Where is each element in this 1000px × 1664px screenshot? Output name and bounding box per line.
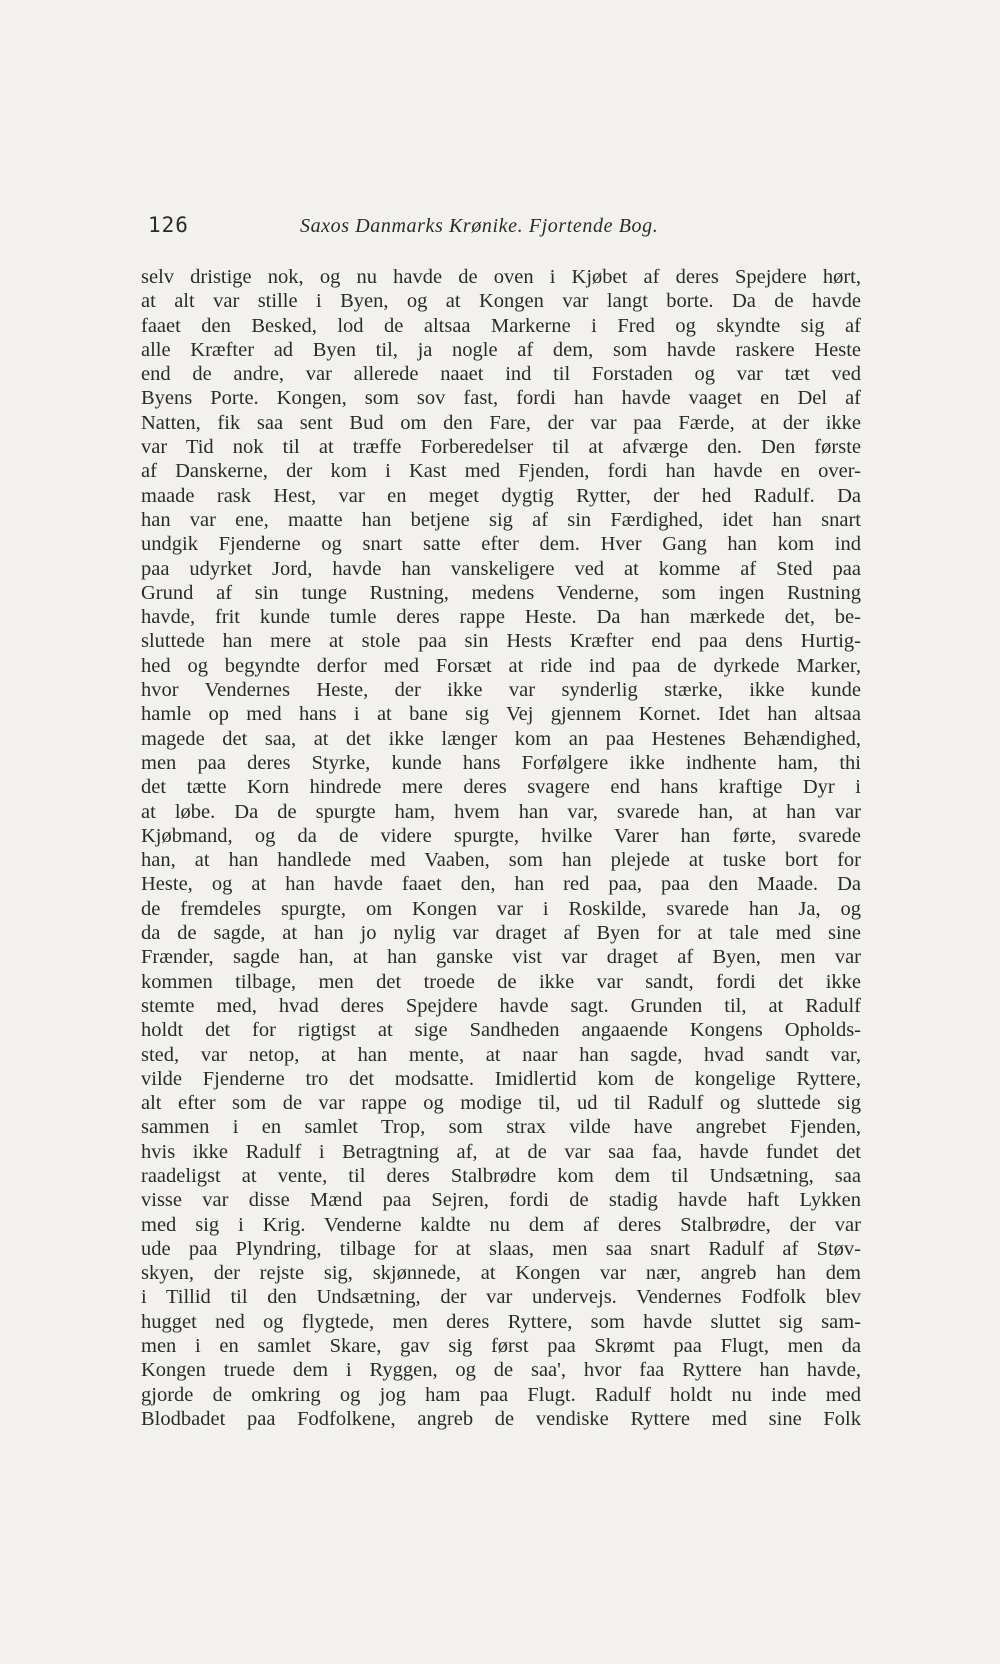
text-line: af Danskerne, der kom i Kast med Fjenden, fordi han havde en over- (141, 460, 861, 483)
text-line: Grund af sin tunge Rustning, medens Venderne, som ingen Rustning (141, 581, 861, 604)
text-line: vilde Fjenderne tro det modsatte. Imidlertid kom de kongelige Ryttere, (141, 1067, 861, 1090)
text-line: at alt var stille i Byen, og at Kongen var langt borte. Da de havde (141, 290, 861, 313)
text-line: det tætte Korn hindrede mere deres svagere end hans kraftige Dyr i (141, 776, 861, 799)
text-line: Heste, og at han havde faaet den, han red paa, paa den Maade. Da (141, 873, 861, 896)
text-line: stemte med, hvad deres Spejdere havde sagt. Grunden til, at Radulf (141, 994, 861, 1017)
text-line: hvor Vendernes Heste, der ikke var synderlig stærke, ikke kunde (141, 679, 861, 702)
text-line: hed og begyndte derfor med Forsæt at ride ind paa de dyrkede Marker, (141, 654, 861, 677)
body-text (141, 265, 861, 1431)
text-line: hugget ned og flygtede, men deres Ryttere, som havde sluttet sig sam- (141, 1310, 861, 1333)
text-line: havde, frit kunde tumle deres rappe Heste. Da han mærkede det, be- (141, 606, 861, 629)
text-line: Frænder, sagde han, at han ganske vist var draget af Byen, men var (141, 946, 861, 969)
text-line: sluttede han mere at stole paa sin Hests Kræfter end paa dens Hurtig- (141, 630, 861, 653)
text-line: visse var disse Mænd paa Sejren, fordi de stadig havde haft Lykken (141, 1189, 861, 1212)
text-line: alle Kræfter ad Byen til, ja nogle af dem, som havde raskere Heste (141, 338, 861, 361)
text-line: alt efter som de var rappe og modige til, ud til Radulf og sluttede sig (141, 1092, 861, 1115)
text-line: magede det saa, at det ikke længer kom an paa Hestenes Behændighed, (141, 727, 861, 750)
text-line: Kjøbmand, og da de videre spurgte, hvilke Varer han førte, svarede (141, 824, 861, 847)
text-line: men i en samlet Skare, gav sig først paa Skrømt paa Flugt, men da (141, 1335, 861, 1358)
text-line: at løbe. Da de spurgte ham, hvem han var, svarede han, at han var (141, 800, 861, 823)
text-line: Kongen truede dem i Ryggen, og de saa', hvor faa Ryttere han havde, (141, 1359, 861, 1382)
text-line: var Tid nok til at træffe Forberedelser til at afværge den. Den første (141, 436, 861, 459)
text-line: selv dristige nok, og nu havde de oven i Kjøbet af deres Spejdere hørt, (141, 266, 861, 288)
text-line: hvis ikke Radulf i Betragtning af, at de var saa faa, havde fundet det (141, 1140, 861, 1163)
text-line: kommen tilbage, men det troede de ikke var sandt, fordi det ikke (141, 970, 861, 993)
text-line: skyen, der rejste sig, skjønnede, at Kongen var nær, angreb han dem (141, 1262, 861, 1285)
text-line: han, at han handlede med Vaaben, som han plejede at tuske bort for (141, 849, 861, 872)
text-line: gjorde de omkring og jog ham paa Flugt. Radulf holdt nu inde med (141, 1383, 861, 1406)
running-title: Saxos Danmarks Krønike. Fjortende Bog. (300, 215, 659, 237)
text-line: paa udyrket Jord, havde han vanskeligere ved at komme af Sted paa (141, 557, 861, 580)
text-line: med sig i Krig. Venderne kaldte nu dem af deres Stalbrødre, der var (141, 1213, 861, 1236)
text-line: ude paa Plyndring, tilbage for at slaas, men saa snart Radulf af Støv- (141, 1237, 861, 1260)
text-line: hamle op med hans i at bane sig Vej gjennem Kornet. Idet han altsaa (141, 703, 861, 726)
text-line: de fremdeles spurgte, om Kongen var i Roskilde, svarede han Ja, og (141, 897, 861, 920)
text-line: raadeligst at vente, til deres Stalbrødre kom dem til Undsætning, saa (141, 1164, 861, 1187)
text-line: undgik Fjenderne og snart satte efter dem. Hver Gang han kom ind (141, 533, 861, 556)
text-line: da de sagde, at han jo nylig var draget af Byen for at tale med sine (141, 922, 861, 945)
page-number: 126 (148, 213, 189, 237)
text-line: han var ene, maatte han betjene sig af sin Færdighed, idet han snart (141, 508, 861, 531)
text-line: Natten, fik saa sent Bud om den Fare, der var paa Færde, at der ikke (141, 411, 861, 434)
text-line: i Tillid til den Undsætning, der var undervejs. Vendernes Fodfolk blev (141, 1286, 861, 1309)
running-head (148, 207, 718, 247)
text-line: end de andre, var allerede naaet ind til Forstaden og var tæt ved (141, 363, 861, 386)
text-line: sammen i en samlet Trop, som strax vilde have angrebet Fjenden, (141, 1116, 861, 1139)
text-line: sted, var netop, at han mente, at naar han sagde, hvad sandt var, (141, 1043, 861, 1066)
text-line: maade rask Hest, var en meget dygtig Rytter, der hed Radulf. Da (141, 484, 861, 507)
text-line: faaet den Besked, lod de altsaa Markerne i Fred og skyndte sig af (141, 314, 861, 337)
text-line: Byens Porte. Kongen, som sov fast, fordi han havde vaaget en Del af (141, 387, 861, 410)
text-line: holdt det for rigtigst at sige Sandheden angaaende Kongens Opholds- (141, 1019, 861, 1042)
text-line: men paa deres Styrke, kunde hans Forfølgere ikke indhente ham, thi (141, 751, 861, 774)
text-line: Blodbadet paa Fodfolkene, angreb de vendiske Ryttere med sine Folk (141, 1407, 861, 1430)
